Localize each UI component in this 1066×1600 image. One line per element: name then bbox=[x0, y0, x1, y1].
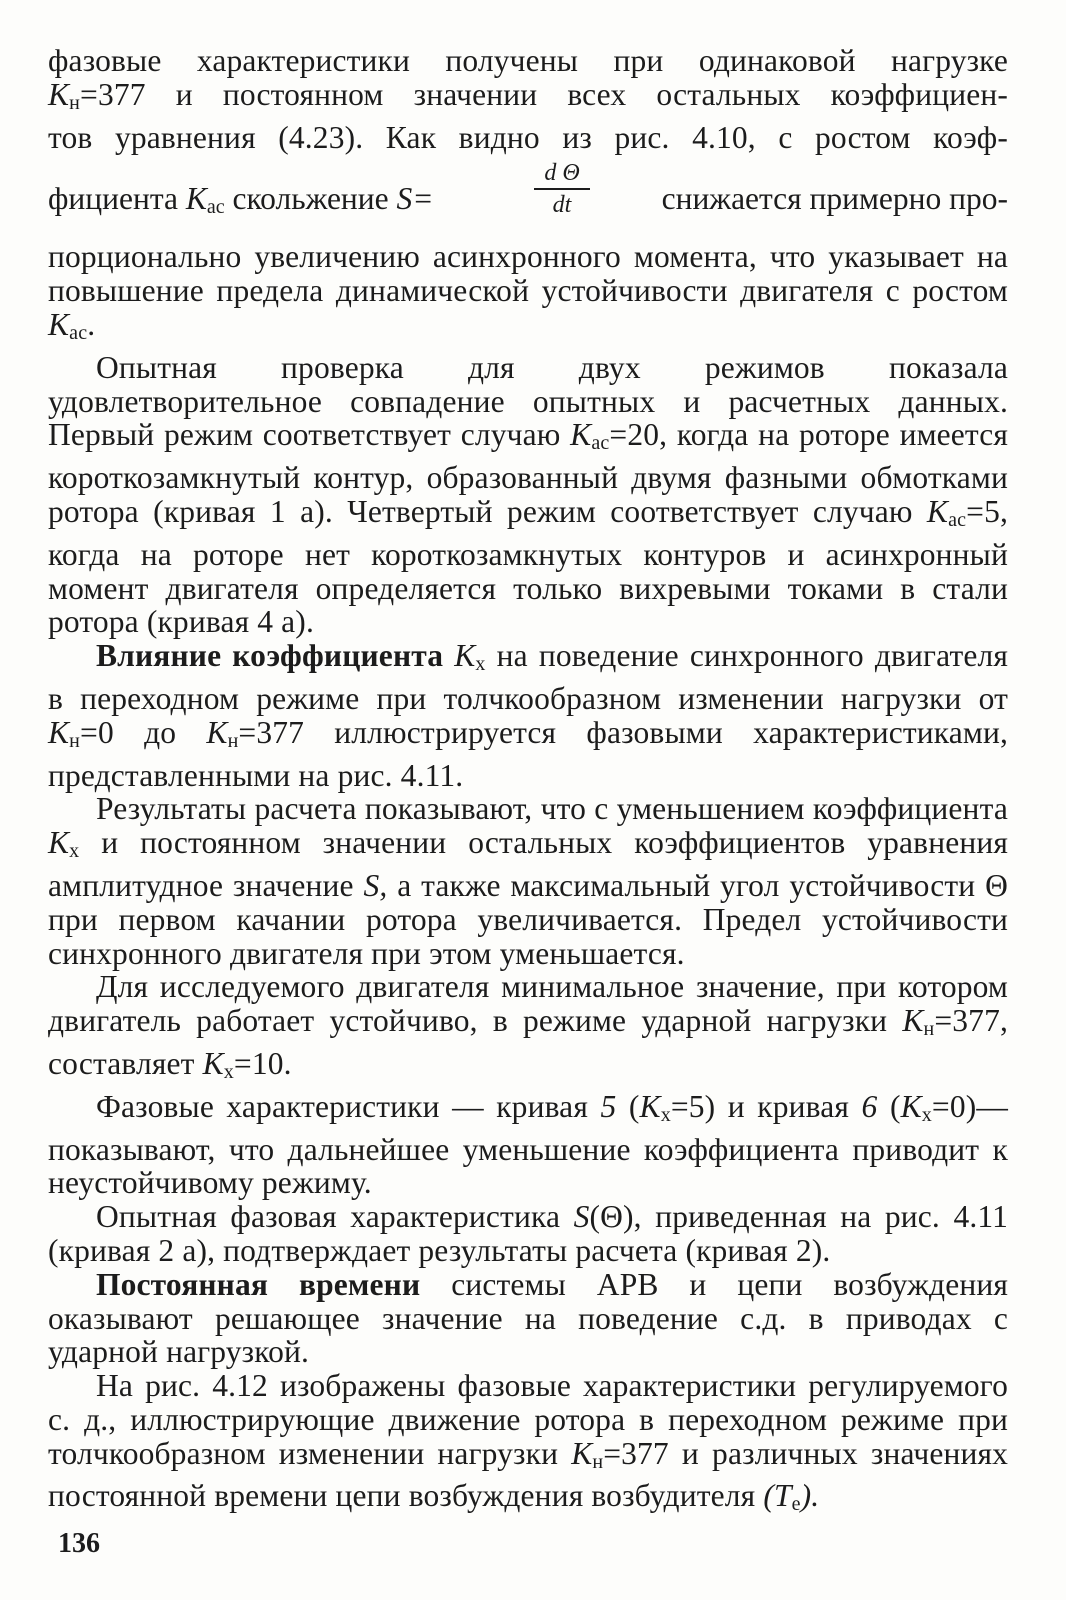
paragraph-6: Фазовые характеристики — кривая 5 $(K_x=5)$ и кривая 6 $(K_x=0)—показывают$, что дальнейшее уменьшение коэффициента приводит к неустойчивому режиму. bbox=[48, 1088, 1009, 1201]
paragraph-8: Постоянная времени системы АРВ и цепи возбуждения оказывают решающее значение на поведение с.д. в приводах с ударной нагрузкой. bbox=[48, 1266, 1009, 1370]
paragraph-1-line-2: $K_н=377$ и постоянном значении всех остальных коэффициен- bbox=[48, 76, 1008, 114]
paragraph-9: На рис. 4.12 изображены фазовые характеристики регулируемого с. д., иллюстрирующие движение ротора в переходном режиме при толчкообразном изменении нагрузки $K_н=377$ и различных значениях постоянной времени цепи возбуждения возбудителя $(T_e)$. bbox=[48, 1368, 1009, 1516]
slip-formula-line: фициента $K_{ас}$ скольжение S= d Θ dt снижается примерно про- bbox=[48, 160, 1008, 219]
paragraph-1-line-3: тов уравнения (4.23). Как видно из рис. 4.10, с ростом коэф- bbox=[48, 119, 1008, 155]
derivative-fraction: d Θ dt bbox=[530, 160, 594, 218]
paragraph-3: Влияние коэффициента $K_x$ на поведение синхронного двигателя в переходном режиме при толчкообразном изменении нагрузки от $K_н=0$ до $K_н=377$ иллюстрируется фазовыми характеристиками, представленными на рис. 4.11. bbox=[48, 638, 1008, 793]
paragraph-2: Опытная проверка для двух режимов показала удовлетворительное совпадение опытных и расчетных данных. Первый режим соответствует случаю $K_{ас}=20$, когда на роторе имеется короткозамкнутый контур, образованный двумя фазными обмотками ротора (кривая 1 а). Четвертый режим соответствует случаю $K_{ас}=5$, когда на роторе нет короткозамкнутых контуров и асинхронный момент двигателя определяется только вихревыми токами в стали ротора (кривая 4 а). bbox=[48, 349, 1008, 640]
paragraph-7: Опытная фазовая характеристика S(Θ), приведенная на рис. 4.11 (кривая 2 а), подтверждает результаты расчета (кривая 2). bbox=[48, 1199, 1008, 1268]
paragraph-1-line-1: фазовые характеристики получены при одинаковой нагрузке bbox=[48, 43, 1008, 78]
paragraph-1-rest: порционально увеличению асинхронного момента, что указывает на повышение предела динамической устойчивости двигателя с ростом $K_{ас}$. bbox=[48, 239, 1008, 344]
page-number: 136 bbox=[58, 1528, 100, 1559]
paragraph-4: Результаты расчета показывают, что с уменьшением коэффициента $K_x$ и постоянном значении остальных коэффициентов уравнения амплитудное значение S, а также максимальный угол устойчивости Θ при первом качании ротора увеличивается. Предел устойчивости синхронного двигателя при этом уменьшается. bbox=[48, 791, 1009, 971]
paragraph-5: Для исследуемого двигателя минимальное значение, при котором двигатель работает устойчиво, в режиме ударной нагрузки $K_н=377$, составляет $K_x=10$. bbox=[48, 969, 1008, 1083]
page-body bbox=[48, 44, 1008, 1522]
